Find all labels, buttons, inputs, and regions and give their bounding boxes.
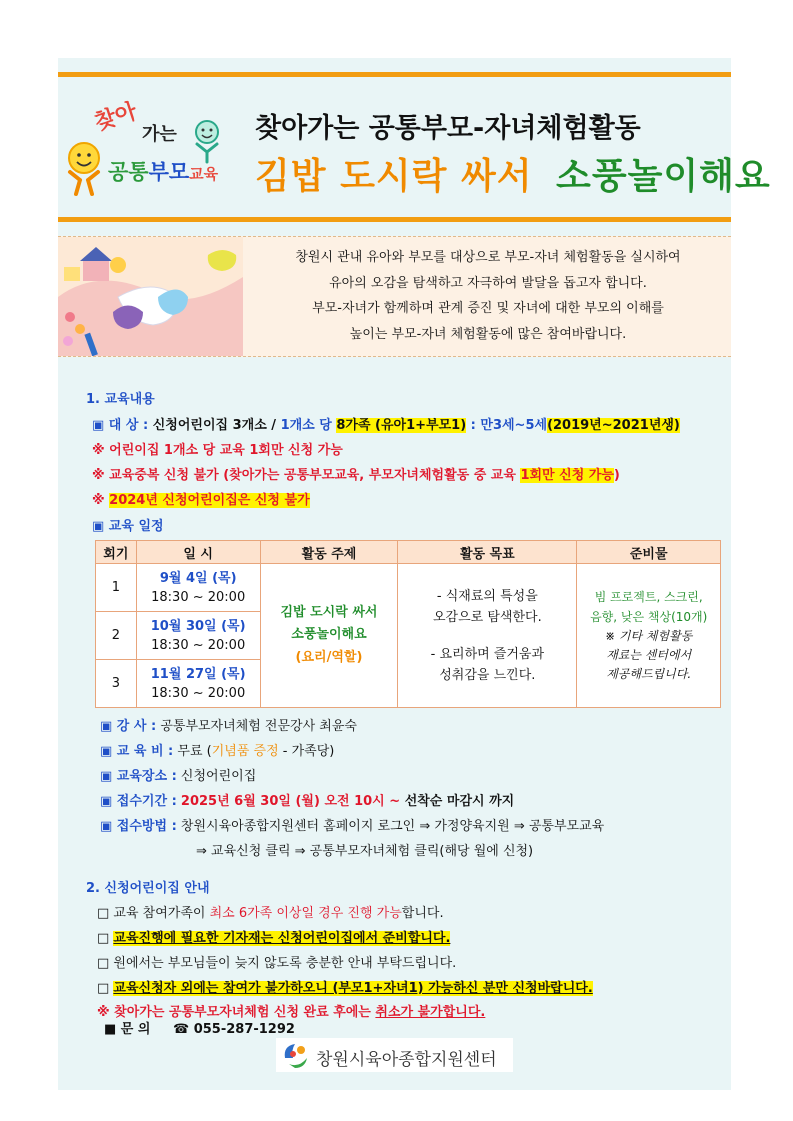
logo-word-3: 공통부모교육 bbox=[108, 160, 219, 184]
round-cell: 2 bbox=[96, 612, 137, 660]
notice-3: □ 원에서는 부모님들이 늦지 않도록 충분한 안내 부탁드립니다. bbox=[97, 956, 457, 971]
center-name: 창원시육아종합지원센터 bbox=[316, 1050, 497, 1070]
period-label: ▣ 접수기간 : bbox=[100, 794, 177, 809]
notice-4-a: □ bbox=[97, 981, 114, 996]
round-cell: 3 bbox=[96, 660, 137, 708]
cancel-note-a: ※ 찾아가는 공통부모자녀체험 신청 완료 후에는 bbox=[97, 1005, 376, 1020]
footer-logo bbox=[276, 1038, 513, 1072]
instructor-row bbox=[100, 715, 357, 734]
section-2-heading: 2. 신청어린이집 안내 bbox=[86, 881, 210, 896]
notice-1-a: □ 교육 참여가족이 bbox=[97, 906, 210, 921]
goal-line: 성취감을 느낀다. bbox=[439, 667, 536, 683]
notice-4 bbox=[97, 977, 593, 996]
target-d: : 만3세~5세 bbox=[470, 418, 548, 433]
intro-illustration bbox=[58, 237, 243, 356]
col-header: 회기 bbox=[96, 541, 137, 564]
fee-row bbox=[100, 740, 334, 759]
target-e: (2019년~2021년생) bbox=[547, 418, 680, 433]
intro-text bbox=[253, 245, 723, 347]
note-3 bbox=[92, 489, 310, 508]
period-c: 선착순 마감시 까지 bbox=[404, 794, 515, 809]
note-3-a: ※ bbox=[92, 493, 105, 508]
session-date: 10월 30일 (목) bbox=[150, 618, 246, 634]
notice-1 bbox=[97, 902, 444, 921]
supplies-line: ※ 기타 체험활동 bbox=[605, 629, 693, 643]
schedule-table bbox=[95, 540, 721, 708]
supplies-cell bbox=[577, 564, 721, 708]
session-time: 18:30 ~ 20:00 bbox=[151, 589, 246, 605]
target-label: ▣ 대 상 : bbox=[92, 418, 149, 433]
supplies-line: 제공해드립니다. bbox=[606, 667, 692, 681]
session-time: 18:30 ~ 20:00 bbox=[151, 685, 246, 701]
col-header: 활동 목표 bbox=[398, 541, 577, 564]
session-date: 9월 4일 (목) bbox=[159, 570, 237, 586]
target-c: 8가족 (유아1+부모1) bbox=[336, 418, 467, 433]
topic-line: 김밥 도시락 싸서 bbox=[280, 604, 378, 620]
title-part-1: 김밥 도시락 싸서 bbox=[255, 156, 533, 197]
instructor-label: ▣ 강 사 : bbox=[100, 719, 157, 734]
topic-line: (요리/역할) bbox=[295, 649, 363, 665]
place-value: 신청어린이집 bbox=[180, 769, 257, 784]
note-2-c: ) bbox=[613, 468, 620, 483]
top-rule bbox=[58, 72, 731, 77]
method-line-1: 창원시육아종합지원센터 홈페이지 로그인 ⇒ 가정양육지원 ⇒ 공통부모교육 bbox=[180, 819, 605, 834]
notice-1-c: 합니다. bbox=[401, 906, 444, 921]
table-header-row bbox=[96, 541, 721, 564]
note-2-b: 1회만 신청 가능 bbox=[520, 468, 614, 483]
topic-line: 소풍놀이해요 bbox=[291, 626, 367, 642]
section-1-heading: 1. 교육내용 bbox=[86, 392, 155, 407]
table-row bbox=[96, 564, 721, 612]
notice-2-b: 교육진행에 필요한 기자재는 신청어린이집에서 준비합니다. bbox=[113, 931, 451, 946]
round-cell: 1 bbox=[96, 564, 137, 612]
place-label: ▣ 교육장소 : bbox=[100, 769, 177, 784]
fee-b: 기념품 증정 bbox=[211, 744, 279, 759]
intro-line: 유아의 오감을 탐색하고 자극하여 발달을 돕고자 합니다. bbox=[329, 275, 647, 291]
topic-cell bbox=[260, 564, 398, 708]
notice-1-b: 최소 6가족 이상일 경우 진행 가능 bbox=[209, 906, 402, 921]
method-row bbox=[100, 815, 604, 834]
contact-row bbox=[104, 1018, 295, 1037]
logo-word-2: 가는 bbox=[142, 124, 177, 145]
header-bottom-rule bbox=[58, 217, 731, 222]
period-b: ~ bbox=[384, 794, 405, 809]
intro-line: 부모-자녀가 함께하며 관계 증진 및 자녀에 대한 부모의 이해를 bbox=[312, 301, 664, 316]
contact-phone: ☎ 055-287-1292 bbox=[172, 1022, 295, 1037]
period-a: 2025년 6월 30일 (월) 오전 10시 bbox=[180, 794, 385, 809]
notice-2 bbox=[97, 927, 450, 946]
col-header: 일 시 bbox=[136, 541, 260, 564]
title-part-2: 소풍놀이해요 bbox=[556, 156, 771, 197]
supplies-line: 음향, 낮은 책상(10개) bbox=[590, 610, 708, 624]
target-a: 신청어린이집 3개소 / bbox=[152, 418, 277, 433]
fee-label: ▣ 교 육 비 : bbox=[100, 744, 174, 759]
goal-line: - 식재료의 특성을 bbox=[436, 588, 538, 604]
session-date: 11월 27일 (목) bbox=[150, 666, 246, 682]
target-line bbox=[92, 414, 680, 433]
period-row bbox=[100, 790, 514, 809]
notice-2-a: □ bbox=[97, 931, 114, 946]
note-2-a: ※ 교육중복 신청 불가 (찾아가는 공통부모교육, 부모자녀체험활동 중 교육 bbox=[92, 468, 516, 483]
datetime-cell bbox=[136, 612, 260, 660]
note-3-b: 2024년 신청어린이집은 신청 불가 bbox=[109, 493, 310, 508]
goal-cell bbox=[398, 564, 577, 708]
intro-line: 높이는 부모-자녀 체험활동에 많은 참여바랍니다. bbox=[349, 326, 627, 342]
notice-4-b: 교육신청자 외에는 참여가 불가하오니 (부모1+자녀1) 가능하신 분만 신청바랍니다. bbox=[113, 981, 593, 996]
col-header: 활동 주제 bbox=[260, 541, 398, 564]
supplies-line: 재료는 센터에서 bbox=[606, 648, 692, 662]
target-b: 1개소 당 bbox=[280, 418, 332, 433]
goal-line: 오감으로 탐색한다. bbox=[432, 609, 542, 625]
intro-line: 창원시 관내 유아와 부모를 대상으로 부모-자녀 체험활동을 실시하여 bbox=[295, 250, 681, 265]
fee-c: - 가족당) bbox=[278, 744, 335, 759]
instructor-value: 공통부모자녀체험 전문강사 최윤숙 bbox=[160, 719, 357, 734]
place-row bbox=[100, 765, 256, 784]
center-logo-icon bbox=[279, 1038, 313, 1072]
contact-label: ■ 문 의 bbox=[104, 1022, 151, 1037]
schedule-heading: ▣ 교육 일정 bbox=[92, 519, 164, 534]
program-logo bbox=[62, 100, 237, 200]
session-time: 18:30 ~ 20:00 bbox=[151, 637, 246, 653]
cancel-note-b: 취소가 불가합니다. bbox=[375, 1005, 486, 1020]
intro-box bbox=[58, 236, 731, 357]
datetime-cell bbox=[136, 660, 260, 708]
datetime-cell bbox=[136, 564, 260, 612]
note-2 bbox=[92, 464, 620, 483]
supplies-line: 빔 프로젝트, 스크린, bbox=[594, 590, 703, 604]
method-label: ▣ 접수방법 : bbox=[100, 819, 177, 834]
logo-word-1: 찾아 bbox=[91, 98, 140, 136]
page-title bbox=[255, 148, 771, 199]
col-header: 준비물 bbox=[577, 541, 721, 564]
page-subtitle: 찾아가는 공통부모-자녀체험활동 bbox=[255, 113, 641, 144]
method-line-2: ⇒ 교육신청 클릭 ⇒ 공통부모자녀체험 클릭(해당 월에 신청) bbox=[196, 844, 534, 859]
goal-line: - 요리하며 즐거움과 bbox=[430, 646, 545, 662]
fee-a: 무료 ( bbox=[177, 744, 212, 759]
note-1: ※ 어린이집 1개소 당 교육 1회만 신청 가능 bbox=[92, 443, 343, 458]
